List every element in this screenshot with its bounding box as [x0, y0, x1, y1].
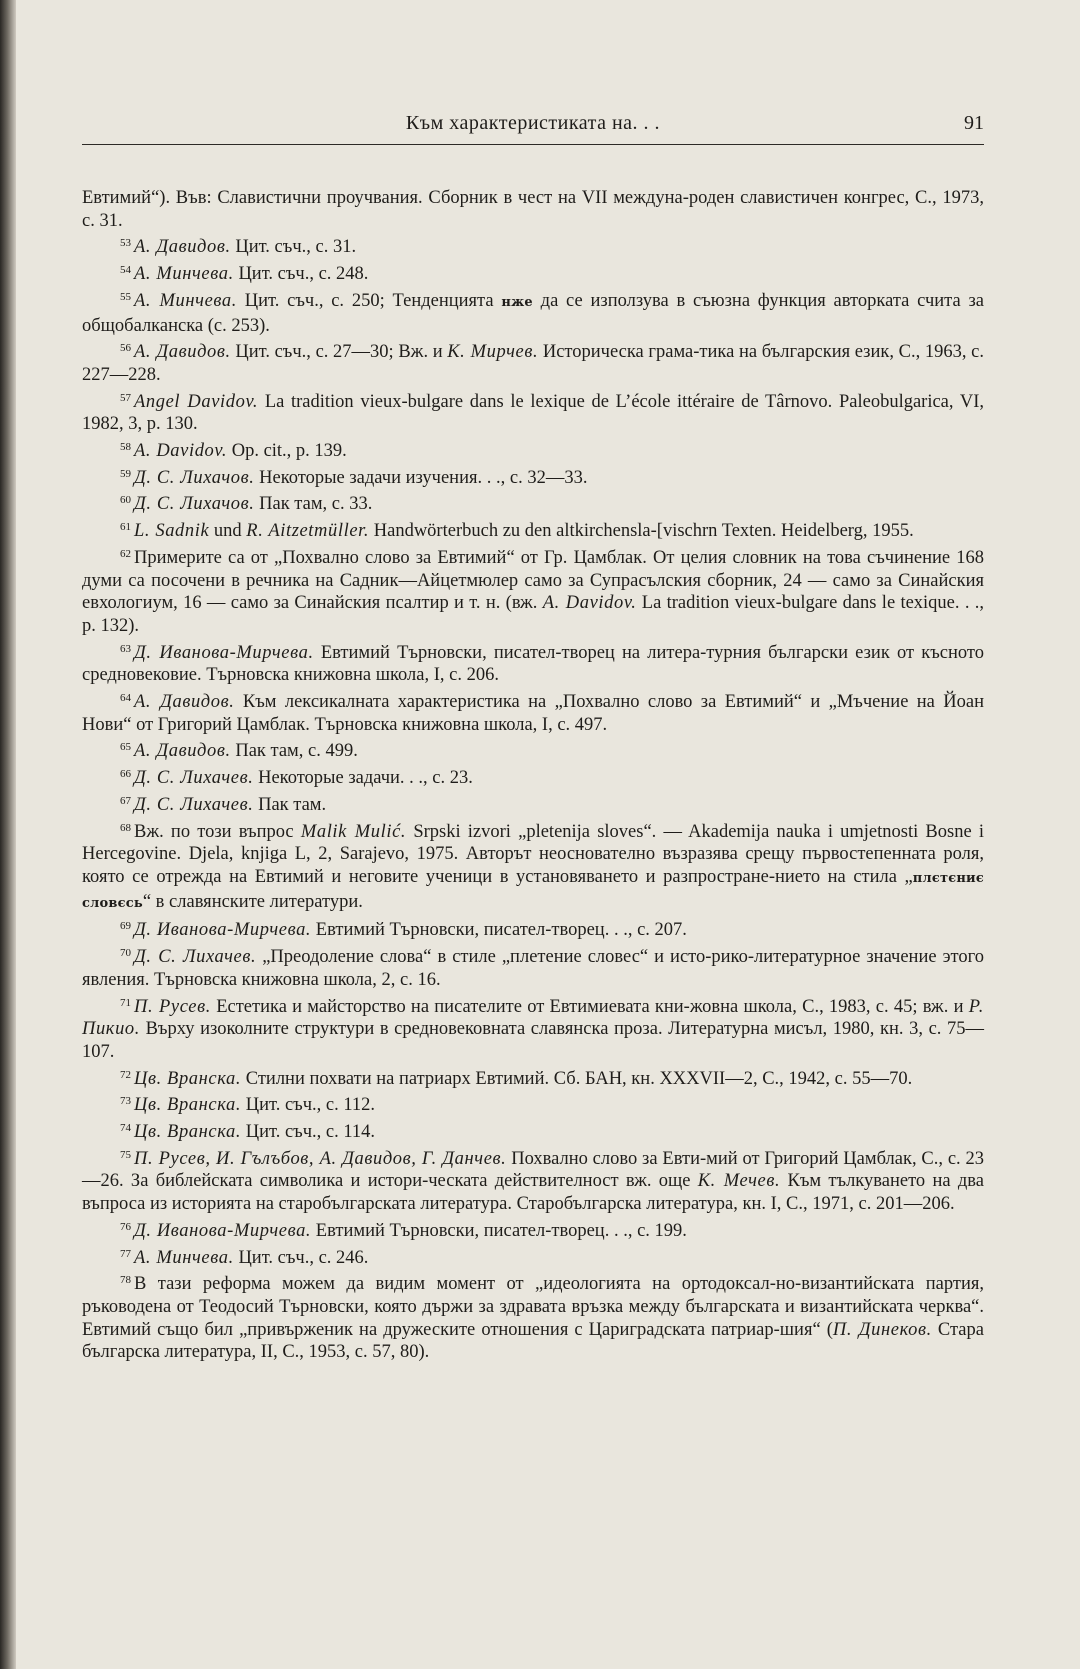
- author-name: А. Минчева.: [134, 264, 234, 285]
- footnote-number: 63: [120, 642, 131, 655]
- footnote-text: да се използува в съюзна функция авторката счита за общобалканска (с. 253).: [82, 290, 984, 336]
- footnote-number: 72: [120, 1068, 131, 1081]
- author-name: Цв. Вранска.: [134, 1122, 242, 1143]
- footnote-number: 66: [120, 768, 131, 781]
- footnote-text: Примерите са от „Похвално слово за Евтимий“ от Гр. Цамблак. От целия словник на това съчинение 168 думи са посочени в речника на Садник—Айцетмюлер само за Супрасълския сборник, 24 — само за Синайския евхологиум, 16 — само за Синайския псалтир и т. н. (вж.: [82, 547, 984, 614]
- footnote-text: Историческа грама-тика на българския език, С., 1963, с. 227—228.: [82, 342, 984, 385]
- footnote-69: [82, 915, 984, 942]
- footnote-number: 59: [120, 467, 131, 480]
- footnote-text: und: [209, 521, 247, 542]
- footnote-text: Похвално слово за Евти-мий от Григорий Цамблак, С., с. 23—26. За библейската символика и истори-ческата действителност вж. още: [82, 1148, 984, 1192]
- author-name: Д. С. Лихачов.: [134, 494, 255, 515]
- author-name: А. Давидов.: [134, 237, 231, 258]
- author-name: R. Aitzetmüller.: [246, 521, 370, 542]
- footnote-text: Цит. съч., с. 250; Тенденцията: [236, 290, 502, 311]
- author-name: А. Давидов.: [134, 342, 231, 363]
- footnote-61: [82, 516, 984, 543]
- footnote-text: Цит. съч., с. 246.: [233, 1247, 369, 1268]
- author-name: L. Sadnik: [134, 521, 210, 542]
- footnote-78: [82, 1269, 984, 1364]
- footnote-56: [82, 337, 984, 386]
- footnote-text: Стилни похвати на патриарх Евтимий. Сб. БАН, кн. XXXVII—2, С., 1942, с. 55—70.: [241, 1068, 913, 1089]
- footnote-text: Евтимий Търновски, писател-творец. . ., с. 207.: [311, 920, 687, 941]
- footnote-text: La tradition vieux-bulgare dans le texique. . ., p. 132).: [82, 593, 984, 636]
- footnote-72: [82, 1064, 984, 1091]
- author-name: A. Davidov.: [134, 441, 228, 462]
- footnote-59: [82, 463, 984, 490]
- footnote-text: Handwörterbuch zu den altkirchensla-[vischrn Texten. Heidelberg, 1955.: [369, 521, 914, 542]
- footnote-text: Цит. съч., с. 31.: [230, 237, 357, 258]
- footnote-75: [82, 1144, 984, 1216]
- footnote-number: 53: [120, 237, 131, 250]
- footnote-number: 62: [120, 547, 131, 560]
- footnote-text: Евтимий Търновски, писател-творец на литера-турния български език от късното средновековие. Търновска книжовна школа, I, с. 206.: [82, 642, 984, 686]
- footnote-number: 57: [120, 391, 131, 404]
- author-name: К. Мирчев.: [447, 342, 539, 363]
- footnote-55: [82, 286, 984, 337]
- footnote-number: 64: [120, 692, 131, 705]
- footnote-74: [82, 1117, 984, 1144]
- footnote-67: [82, 790, 984, 817]
- footnote-62: [82, 543, 984, 638]
- author-name: Цв. Вранска.: [134, 1068, 242, 1089]
- footnote-text: Естетика и майсторство на писателите от Евтимиевата кни-жовна школа, С., 1983, с. 45; вж. и: [210, 996, 969, 1017]
- footnote-number: 76: [120, 1220, 131, 1233]
- footnote-text: Цит. съч., с. 114.: [241, 1122, 376, 1143]
- footnote-68: [82, 817, 984, 916]
- author-name: П. Динеков.: [832, 1319, 932, 1340]
- footnote-63: [82, 638, 984, 687]
- author-name: Цв. Вранска.: [134, 1095, 242, 1116]
- footnote-60: [82, 489, 984, 516]
- book-spine-shadow: [0, 0, 16, 1669]
- footnote-text: “ в славянските литератури.: [142, 891, 363, 912]
- footnote-text: Пак там, с. 499.: [230, 741, 358, 762]
- footnote-text: Некоторые задачи изучения. . ., с. 32—33.: [254, 467, 588, 488]
- footnote-text: Върху изоколните структури в средновековната славянска проза. Литературна мисъл, 1980, кн. 3, с. 75—107.: [82, 1019, 984, 1062]
- footnote-number: 70: [120, 947, 131, 960]
- author-name: Д. Иванова-Мирчева.: [134, 642, 314, 663]
- footnote-text: Цит. съч., с. 112.: [241, 1095, 376, 1116]
- footnote-text: Пак там.: [253, 794, 327, 815]
- footnote-number: 73: [120, 1095, 131, 1108]
- footnote-number: 54: [120, 264, 131, 277]
- footnote-text: Към лексикалната характеристика на „Похвално слово за Евтимий“ и „Мъчение на Йоан Нови“ от Григорий Цамблак. Търновска книжовна школа, I, с. 497.: [82, 692, 984, 735]
- footnote-number: 69: [120, 920, 131, 933]
- footnote-number: 58: [120, 441, 131, 454]
- author-name: Д. С. Лихачов.: [134, 467, 255, 488]
- running-header: [82, 100, 984, 145]
- footnote-76: [82, 1216, 984, 1243]
- running-title: Към характеристиката на. . .: [405, 112, 661, 134]
- footnote-number: 78: [120, 1274, 131, 1287]
- footnote-text: Пак там, с. 33.: [254, 494, 373, 515]
- footnote-text: Вж. по този въпрос: [134, 821, 301, 842]
- footnote-54: [82, 259, 984, 286]
- author-name: П. Русев, И. Гълъбов, А. Давидов, Г. Данчев.: [134, 1148, 507, 1169]
- author-name: А. Давидов.: [134, 692, 235, 713]
- footnote-number: 75: [120, 1148, 131, 1161]
- page-number: 91: [964, 112, 984, 134]
- footnote-65: [82, 736, 984, 763]
- footnote-number: 74: [120, 1122, 131, 1135]
- footnote-text: Srpski izvori „pletenija sloves“. — Akademija nauka i umjetnosti Bosne i Hercegovine. Djela, knjiga L, 2, Sarajevo, 1975. Авторът неоснователно възразява срещу първостепенната роля, която се отрежда на Евтимий и неговите ученици в установяването и разпростране-нието на стила „: [82, 821, 984, 887]
- footnote-64: [82, 687, 984, 736]
- footnote-53: [82, 232, 984, 259]
- author-name: Д. С. Лихачев.: [134, 794, 254, 815]
- author-name: А. Davidov.: [542, 593, 637, 614]
- author-name: Р. Пикио.: [82, 996, 984, 1040]
- footnote-text: Евтимий“). Във: Славистични проучвания. Сборник в чест на VII междуна-роден славистичен конгрес, С., 1973, с. 31.: [82, 188, 984, 231]
- footnote-66: [82, 763, 984, 790]
- footnote-58: [82, 436, 984, 463]
- footnote-71: [82, 992, 984, 1064]
- author-name: Д. С. Лихачев.: [134, 947, 257, 968]
- footnote-text: Към тълкуването на два въпроса из историята на старобългарската литература. Старобългарска литература, кн. I, С., 1971, с. 201—206.: [82, 1171, 985, 1215]
- book-page: [82, 100, 984, 1364]
- author-name: А. Минчева.: [134, 290, 237, 311]
- author-name: Д. Иванова-Мирчева.: [134, 920, 312, 941]
- author-name: Д. Иванова-Мирчева.: [134, 1220, 312, 1241]
- footnotes-list: [82, 187, 984, 1364]
- author-name: К. Мечев.: [697, 1171, 781, 1192]
- footnote-number: 67: [120, 794, 131, 807]
- footnote-73: [82, 1090, 984, 1117]
- footnote-text: Цит. съч., с. 27—30; Вж. и: [230, 342, 448, 363]
- footnote-number: 61: [120, 521, 131, 534]
- footnote-number: 65: [120, 741, 131, 754]
- footnote-number: 56: [120, 342, 131, 355]
- footnote-text: „Преодоление слова“ в стиле „плетение словес“ и исто-рико-литературное значение этого явления. Търновска книжовна школа, 2, с. 16.: [82, 947, 984, 990]
- footnote-70: [82, 942, 984, 991]
- footnote-text: Op. cit., p. 139.: [227, 441, 347, 462]
- footnote-77: [82, 1243, 984, 1270]
- footnote-number: 55: [120, 290, 131, 303]
- footnote-text: Цит. съч., с. 248.: [233, 264, 369, 285]
- footnote-number: 68: [120, 821, 131, 834]
- footnote-text: Евтимий Търновски, писател-творец. . ., с. 199.: [311, 1220, 687, 1241]
- old-slavonic-text: плєтєниє словєсь: [82, 870, 984, 911]
- footnote-number: 60: [120, 494, 131, 507]
- author-name: А. Давидов.: [134, 741, 231, 762]
- footnote-number: 71: [120, 996, 131, 1009]
- footnote-text: Некоторые задачи. . ., с. 23.: [253, 768, 473, 789]
- footnote-number: 77: [120, 1247, 131, 1260]
- footnote-text: La tradition vieux-bulgare dans le lexique de L’école ittéraire de Târnovo. Paleobulgarica, VI, 1982, 3, p. 130.: [82, 391, 984, 435]
- author-name: Д. С. Лихачев.: [134, 768, 254, 789]
- author-name: Malik Mulić.: [300, 821, 407, 842]
- footnote-text: Стара българска литература, II, С., 1953, с. 57, 80).: [82, 1319, 984, 1363]
- old-slavonic-text: нже: [501, 294, 533, 310]
- footnote-57: [82, 387, 984, 436]
- footnote-text: В тази реформа можем да видим момент от „идеологията на ортодоксал-но-византийската партия, ръководена от Теодосий Търновски, която държи за здравата връзка между българската и византийската черква“. Евтимий също бил „привърженик на дружеските отношения с Цариградската патриар-шия“ (: [82, 1274, 984, 1340]
- footnote-cont: [82, 187, 984, 232]
- author-name: П. Русев.: [134, 996, 211, 1017]
- author-name: Angel Davidov.: [134, 391, 259, 412]
- author-name: А. Минчева.: [134, 1247, 234, 1268]
